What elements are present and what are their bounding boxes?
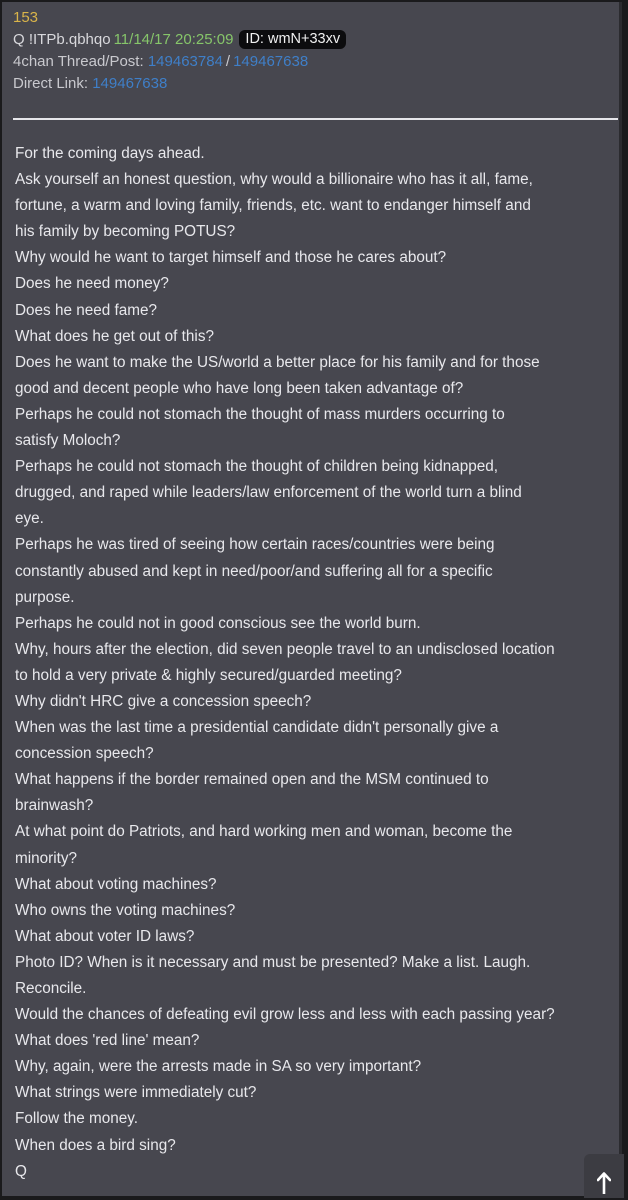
post-text-line: Does he need fame? bbox=[15, 301, 158, 319]
post-header bbox=[13, 7, 611, 95]
post-text-line: Why would he want to target himself and those he cares about? bbox=[15, 249, 447, 267]
arrow-up-icon bbox=[597, 1172, 611, 1194]
post-text-line: Photo ID? When is it necessary and must be presented? Make a list. Laugh. bbox=[15, 953, 531, 971]
post-card bbox=[2, 2, 622, 1196]
post-text-line: Reconcile. bbox=[15, 980, 87, 997]
post-text-line: good and decent people who have long been taken advantage of? bbox=[15, 379, 464, 397]
post-text-line: fortune, a warm and loving family, friends, etc. want to endanger himself and bbox=[15, 197, 531, 215]
post-number: 153 bbox=[13, 9, 39, 26]
post-text-line: constantly abused and kept in need/poor/and suffering all for a specific bbox=[15, 562, 493, 580]
id-badge: ID: wmN+33xv bbox=[239, 30, 346, 49]
post-text-line: Perhaps he could not stomach the thought of mass murders occurring to bbox=[15, 405, 505, 423]
post-text-line: Does he want to make the US/world a better place for his family and for those bbox=[15, 353, 540, 371]
post-datetime: 11/14/17 20:25:09 bbox=[113, 31, 234, 48]
post-text-line: For the coming days ahead. bbox=[15, 145, 205, 162]
post-text-line: What does 'red line' mean? bbox=[15, 1032, 200, 1050]
post-text-line: What does he get out of this? bbox=[15, 327, 214, 345]
post-text-line: When does a bird sing? bbox=[15, 1136, 176, 1154]
post-body bbox=[15, 141, 615, 1185]
post-tripcode: !ITPb.qbhqo bbox=[28, 31, 111, 48]
direct-link-line bbox=[13, 73, 611, 95]
post-text-line: What strings were immediately cut? bbox=[15, 1084, 257, 1102]
post-text-line: satisfy Moloch? bbox=[15, 432, 121, 450]
post-text-line: Why didn't HRC give a concession speech? bbox=[15, 692, 312, 710]
post-text-line: Perhaps he was tired of seeing how certain races/countries were being bbox=[15, 536, 495, 554]
thread-id-link[interactable]: 149463784 bbox=[147, 53, 223, 70]
post-text-line: his family by becoming POTUS? bbox=[15, 223, 236, 241]
post-id-link[interactable]: 149467638 bbox=[233, 53, 309, 70]
post-text-line: Does he need money? bbox=[15, 275, 169, 293]
post-text-line: to hold a very private & highly secured/guarded meeting? bbox=[15, 666, 402, 684]
post-text-line: Perhaps he could not stomach the thought of children being kidnapped, bbox=[15, 458, 499, 476]
post-text-line: minority? bbox=[15, 849, 78, 867]
header-divider bbox=[13, 118, 618, 120]
post-text-line: Why, again, were the arrests made in SA so very important? bbox=[15, 1058, 422, 1076]
post-text-line: When was the last time a presidential candidate didn't personally give a bbox=[15, 719, 499, 737]
post-text-line: Why, hours after the election, did seven people travel to an undisclosed location bbox=[15, 640, 555, 658]
post-text-line: What about voting machines? bbox=[15, 875, 217, 893]
post-text-line: Q bbox=[15, 1162, 27, 1180]
post-text-line: Would the chances of defeating evil grow less and less with each passing year? bbox=[15, 1006, 555, 1024]
post-text-line: Ask yourself an honest question, why would a billionaire who has it all, fame, bbox=[15, 171, 533, 189]
post-text-line: concession speech? bbox=[15, 745, 154, 763]
post-text-line: What happens if the border remained open and the MSM continued to bbox=[15, 771, 489, 789]
post-text-line: brainwash? bbox=[15, 797, 94, 815]
post-text-line: What about voter ID laws? bbox=[15, 927, 195, 945]
thread-link-line bbox=[13, 51, 611, 73]
post-text-line: Follow the money. bbox=[15, 1110, 138, 1128]
post-text-line: Who owns the voting machines? bbox=[15, 901, 236, 919]
post-text-line: drugged, and raped while leaders/law enforcement of the world turn a blind bbox=[15, 484, 522, 502]
post-meta bbox=[13, 29, 611, 51]
scroll-to-top-button[interactable] bbox=[584, 1154, 624, 1198]
post-text-line: purpose. bbox=[15, 588, 75, 606]
post-text-line: eye. bbox=[15, 510, 44, 528]
direct-link[interactable]: 149467638 bbox=[92, 75, 168, 92]
direct-link-label: Direct Link: bbox=[13, 75, 89, 92]
thread-label: 4chan Thread/Post: bbox=[13, 53, 144, 70]
post-text-line: Perhaps he could not in good conscious see the world burn. bbox=[15, 614, 421, 632]
post-text-line: At what point do Patriots, and hard working men and woman, become the bbox=[15, 823, 513, 841]
thread-separator: / bbox=[225, 53, 231, 70]
post-author: Q bbox=[13, 31, 25, 48]
